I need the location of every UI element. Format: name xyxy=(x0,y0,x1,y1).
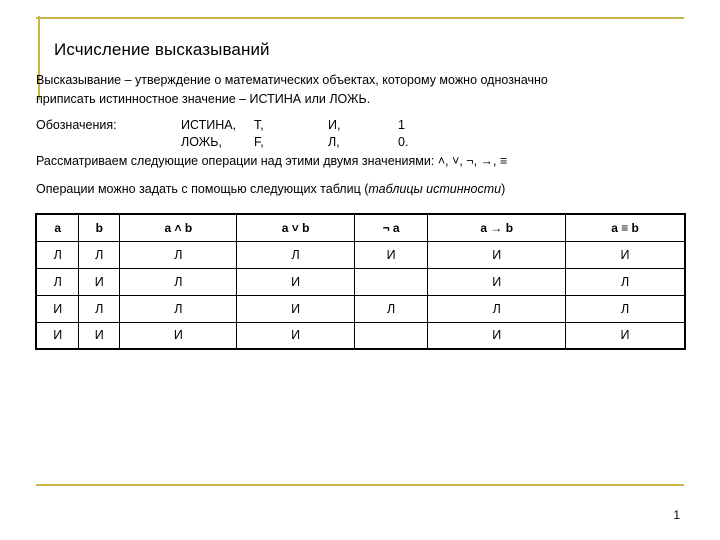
header-not: ¬ a xyxy=(354,214,428,241)
table-cell: И xyxy=(428,268,566,295)
header-equiv: a ≡ b xyxy=(566,214,685,241)
table-cell: И xyxy=(237,268,354,295)
header-b: b xyxy=(79,214,120,241)
page-title: Исчисление высказываний xyxy=(54,40,270,59)
header-and: a ˄ b xyxy=(120,214,237,241)
notation-false-word: ЛОЖЬ, xyxy=(181,135,222,149)
table-row xyxy=(36,241,685,268)
table-cell: И xyxy=(566,241,685,268)
table-cell: Л xyxy=(428,295,566,322)
table-row xyxy=(36,322,685,349)
notation-label: Обозначения: xyxy=(36,118,117,132)
notation-true-digit: 1 xyxy=(398,118,405,132)
table-cell: И xyxy=(566,322,685,349)
intro-line-2: приписать истинностное значение – ИСТИНА или ЛОЖЬ. xyxy=(36,92,371,106)
table-cell: Л xyxy=(566,268,685,295)
table-cell xyxy=(354,322,428,349)
notation-false-short: Л, xyxy=(328,135,340,149)
table-cell: И xyxy=(354,241,428,268)
table-cell: Л xyxy=(120,241,237,268)
notation-false-digit: 0. xyxy=(398,135,409,149)
table-cell: Л xyxy=(36,241,79,268)
page-number: 1 xyxy=(673,508,680,522)
table-cell: И xyxy=(428,241,566,268)
notation-true-short: И, xyxy=(328,118,341,132)
header-a: a xyxy=(36,214,79,241)
operations-line: Рассматриваем следующие операции над этими двумя значениями: ˄, ˅, ¬, →, ≡ xyxy=(36,154,508,168)
tables-line xyxy=(36,180,505,199)
table-row xyxy=(36,295,685,322)
header-implies: a → b xyxy=(428,214,566,241)
intro-paragraph xyxy=(36,71,548,109)
notation-false-letter: F, xyxy=(254,135,264,149)
table-cell: Л xyxy=(36,268,79,295)
notation-block xyxy=(36,116,456,154)
truth-table-header-row xyxy=(36,214,685,241)
table-cell: Л xyxy=(120,295,237,322)
table-cell: И xyxy=(428,322,566,349)
accent-top-rule xyxy=(36,17,684,19)
header-or: a ˅ b xyxy=(237,214,354,241)
table-cell: Л xyxy=(79,241,120,268)
table-cell: И xyxy=(36,322,79,349)
table-cell: И xyxy=(120,322,237,349)
table-cell: Л xyxy=(79,295,120,322)
notation-true-letter: T, xyxy=(254,118,264,132)
table-cell: И xyxy=(36,295,79,322)
accent-bottom-rule xyxy=(36,484,684,486)
truth-tables-term: таблицы истинности xyxy=(368,182,502,196)
intro-line-1: Высказывание – утверждение о математических объектах, которому можно однозначно xyxy=(36,73,548,87)
table-cell: И xyxy=(237,295,354,322)
truth-table xyxy=(35,213,686,350)
table-cell: И xyxy=(79,322,120,349)
tables-line-prefix: Операции можно задать с помощью следующих таблиц ( xyxy=(36,182,369,196)
table-row xyxy=(36,268,685,295)
table-cell xyxy=(354,268,428,295)
table-cell: И xyxy=(79,268,120,295)
table-cell: Л xyxy=(237,241,354,268)
table-cell: И xyxy=(237,322,354,349)
table-cell: Л xyxy=(120,268,237,295)
notation-true-word: ИСТИНА, xyxy=(181,118,237,132)
tables-line-suffix: ) xyxy=(501,182,506,196)
table-cell: Л xyxy=(566,295,685,322)
table-cell: Л xyxy=(354,295,428,322)
